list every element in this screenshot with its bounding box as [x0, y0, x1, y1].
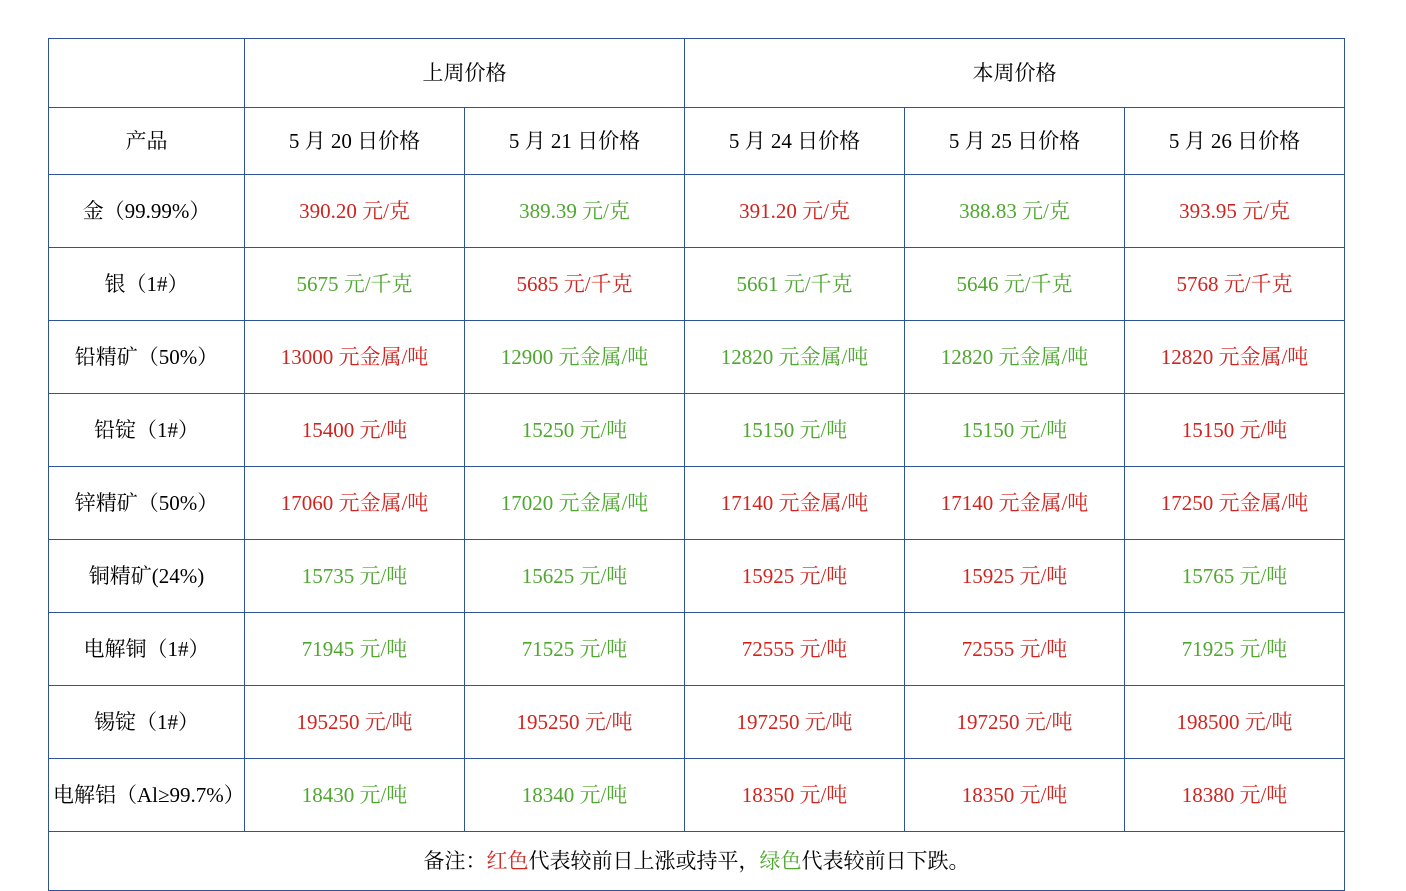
price-cell: 195250 元/吨	[465, 686, 685, 759]
note-red-label: 红色	[486, 848, 529, 873]
table-row	[49, 394, 1345, 467]
price-cell: 12820 元金属/吨	[685, 321, 905, 394]
price-cell: 17250 元金属/吨	[1125, 467, 1345, 540]
price-cell: 15925 元/吨	[685, 540, 905, 613]
table-row	[49, 467, 1345, 540]
note-green-label: 绿色	[759, 848, 802, 873]
price-cell: 5661 元/千克	[685, 248, 905, 321]
price-cell: 198500 元/吨	[1125, 686, 1345, 759]
price-cell: 18350 元/吨	[685, 759, 905, 832]
price-cell: 72555 元/吨	[685, 613, 905, 686]
table-row	[49, 321, 1345, 394]
price-cell: 15625 元/吨	[465, 540, 685, 613]
group-header-blank	[49, 39, 245, 108]
price-cell: 15925 元/吨	[905, 540, 1125, 613]
group-header-last-week: 上周价格	[245, 39, 685, 108]
note-suffix-text: 代表较前日下跌。	[801, 848, 970, 873]
price-cell: 15765 元/吨	[1125, 540, 1345, 613]
price-cell: 18430 元/吨	[245, 759, 465, 832]
column-header-product: 产品	[49, 108, 245, 175]
table-row	[49, 248, 1345, 321]
table-row	[49, 175, 1345, 248]
price-cell: 15735 元/吨	[245, 540, 465, 613]
price-cell: 197250 元/吨	[685, 686, 905, 759]
price-cell: 15400 元/吨	[245, 394, 465, 467]
price-cell: 12820 元金属/吨	[1125, 321, 1345, 394]
row-label: 金（99.99%）	[49, 175, 245, 248]
price-cell: 72555 元/吨	[905, 613, 1125, 686]
price-cell: 15150 元/吨	[1125, 394, 1345, 467]
price-cell: 17140 元金属/吨	[905, 467, 1125, 540]
price-cell: 17060 元金属/吨	[245, 467, 465, 540]
price-cell: 391.20 元/克	[685, 175, 905, 248]
price-cell: 390.20 元/克	[245, 175, 465, 248]
group-header-this-week: 本周价格	[685, 39, 1345, 108]
row-label: 电解铝（Al≥99.7%）	[49, 759, 245, 832]
price-cell: 5768 元/千克	[1125, 248, 1345, 321]
price-cell: 18380 元/吨	[1125, 759, 1345, 832]
row-label: 铅锭（1#）	[49, 394, 245, 467]
table-body	[49, 39, 1345, 891]
price-cell: 197250 元/吨	[905, 686, 1125, 759]
price-cell: 18340 元/吨	[465, 759, 685, 832]
row-label: 铅精矿（50%）	[49, 321, 245, 394]
price-cell: 71945 元/吨	[245, 613, 465, 686]
column-header-may20: 5 月 20 日价格	[245, 108, 465, 175]
table-row	[49, 686, 1345, 759]
price-cell: 12820 元金属/吨	[905, 321, 1125, 394]
table-note	[49, 832, 1345, 891]
price-cell: 15250 元/吨	[465, 394, 685, 467]
price-cell: 393.95 元/克	[1125, 175, 1345, 248]
price-cell: 389.39 元/克	[465, 175, 685, 248]
column-header-may25: 5 月 25 日价格	[905, 108, 1125, 175]
table-row	[49, 759, 1345, 832]
price-cell: 17020 元金属/吨	[465, 467, 685, 540]
price-cell: 5685 元/千克	[465, 248, 685, 321]
price-cell: 12900 元金属/吨	[465, 321, 685, 394]
row-label: 银（1#）	[49, 248, 245, 321]
price-cell: 388.83 元/克	[905, 175, 1125, 248]
price-cell: 5675 元/千克	[245, 248, 465, 321]
row-label: 铜精矿(24%)	[49, 540, 245, 613]
table-row	[49, 613, 1345, 686]
table-row	[49, 540, 1345, 613]
row-label: 锌精矿（50%）	[49, 467, 245, 540]
price-cell: 71925 元/吨	[1125, 613, 1345, 686]
column-header-may24: 5 月 24 日价格	[685, 108, 905, 175]
note-middle-text: 代表较前日上涨或持平，	[528, 848, 760, 873]
column-header-row	[49, 108, 1345, 175]
row-label: 电解铜（1#）	[49, 613, 245, 686]
price-cell: 15150 元/吨	[905, 394, 1125, 467]
metal-price-table	[48, 38, 1345, 891]
price-cell: 17140 元金属/吨	[685, 467, 905, 540]
note-prefix: 备注：	[423, 848, 487, 873]
price-cell: 5646 元/千克	[905, 248, 1125, 321]
price-cell: 15150 元/吨	[685, 394, 905, 467]
price-cell: 195250 元/吨	[245, 686, 465, 759]
column-header-may21: 5 月 21 日价格	[465, 108, 685, 175]
group-header-row	[49, 39, 1345, 108]
price-cell: 18350 元/吨	[905, 759, 1125, 832]
price-cell: 13000 元金属/吨	[245, 321, 465, 394]
column-header-may26: 5 月 26 日价格	[1125, 108, 1345, 175]
row-label: 锡锭（1#）	[49, 686, 245, 759]
note-row	[49, 832, 1345, 891]
price-cell: 71525 元/吨	[465, 613, 685, 686]
